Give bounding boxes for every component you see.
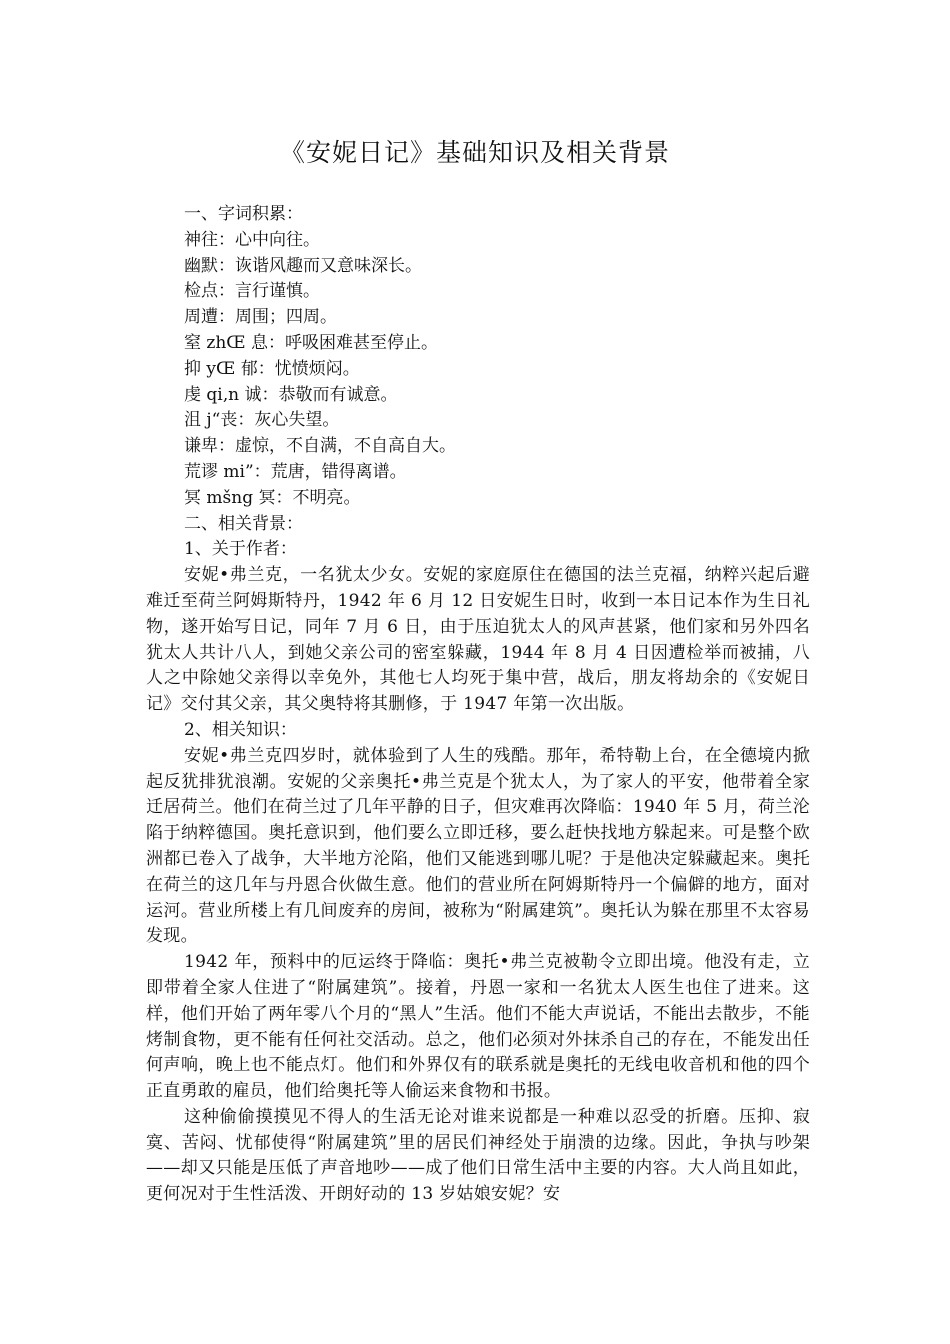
vocab-entry: 抑 yŒ 郁：忧愤烦闷。: [184, 358, 360, 379]
vocab-entry: 窒 zhŒ 息：呼吸困难甚至停止。: [184, 332, 439, 353]
paragraph-knowledge-2: 1942 年，预料中的厄运终于降临：奥托•弗兰克被勒令立即出境。他没有走，立即带着全家人住进了“附属建筑”。接着，丹恩一家和一名犹太人医生也住了进来。这样，他们开始了两年零八个月的“黑人”生活。他们不能大声说话，不能出去散步，不能烤制食物，更不能有任何社交活动。总之，他们必须对外抹杀自己的存在，不能发出任何声响，晚上也不能点灯。他们和外界仅有的联系就是奥托的无线电收音机和他的四个正直勇敢的雇员，他们给奥托等人偷运来食物和书报。: [146, 952, 810, 1102]
vocab-entry: 冥 mšng 冥：不明亮。: [184, 487, 361, 508]
vocab-entry: 荒谬 mi”：荒唐，错得离谱。: [184, 461, 407, 482]
paragraph-author: 安妮•弗兰克，一名犹太少女。安妮的家庭原住在德国的法兰克福，纳粹兴起后避难迁至荷兰阿姆斯特丹，1942 年 6 月 12 日安妮生日时，收到一本日记本作为生日礼物，遂开始写日记，同年 7 月 6 日，由于压迫犹太人的风声甚紧，他们家和另外四名犹太人共计八人，到她父亲公司的密室躲藏，1944 年 8 月 4 日因遭检举而被捕，八人之中除她父亲得以幸免外，其他七人均死于集中营，战后，朋友将劫余的《安妮日记》交付其父亲，其父奥特将其删修，于 1947 年第一次出版。: [146, 565, 810, 715]
paragraph-knowledge-1: 安妮•弗兰克四岁时，就体验到了人生的残酷。那年，希特勒上台，在全德境内掀起反犹排犹浪潮。安妮的父亲奥托•弗兰克是个犹太人，为了家人的平安，他带着全家迁居荷兰。他们在荷兰过了几年平静的日子，但灾难再次降临：1940 年 5 月，荷兰沦陷于纳粹德国。奥托意识到，他们要么立即迁移，要么赶快找地方躲起来。可是整个欧洲都已卷入了战争，大半地方沦陷，他们又能逃到哪儿呢？于是他决定躲藏起来。奥托在荷兰的这几年与丹恩合伙做生意。他们的营业所在阿姆斯特丹一个偏僻的地方，面对运河。营业所楼上有几间废弃的房间，被称为“附属建筑”。奥托认为躲在那里不太容易发现。: [146, 745, 810, 947]
paragraph-knowledge-3: 这种偷偷摸摸见不得人的生活无论对谁来说都是一种难以忍受的折磨。压抑、寂寞、苦闷、忧郁使得“附属建筑”里的居民们神经处于崩溃的边缘。因此，争执与吵架——却又只能是压低了声音地吵——成了他们日常生活中主要的内容。大人尚且如此，更何况对于生性活泼、开朗好动的 13 岁姑娘安妮？安: [146, 1106, 810, 1205]
vocab-entry: 幽默：诙谐风趣而又意味深长。: [184, 255, 422, 276]
section-heading-vocabulary: 一、字词积累：: [184, 204, 303, 224]
vocab-entry: 检点：言行谨慎。: [184, 281, 320, 302]
vocab-entry: 虔 qi‚n 诚：恭敬而有诚意。: [184, 384, 398, 405]
page-title: 《安妮日记》基础知识及相关背景: [279, 138, 670, 167]
vocab-entry: 沮 j“丧：灰心失望。: [184, 410, 340, 431]
section-heading-background: 二、相关背景：: [184, 513, 303, 534]
vocab-entry: 周遭：周围；四周。: [184, 307, 337, 328]
vocab-entry: 神往：心中向往。: [184, 229, 320, 250]
subheading-about-author: 1、关于作者：: [184, 539, 297, 560]
document-body: [146, 202, 810, 1208]
vocab-entry: 谦卑：虚惊，不自满，不自高自大。: [184, 436, 456, 457]
subheading-related-knowledge: 2、相关知识：: [184, 719, 297, 740]
